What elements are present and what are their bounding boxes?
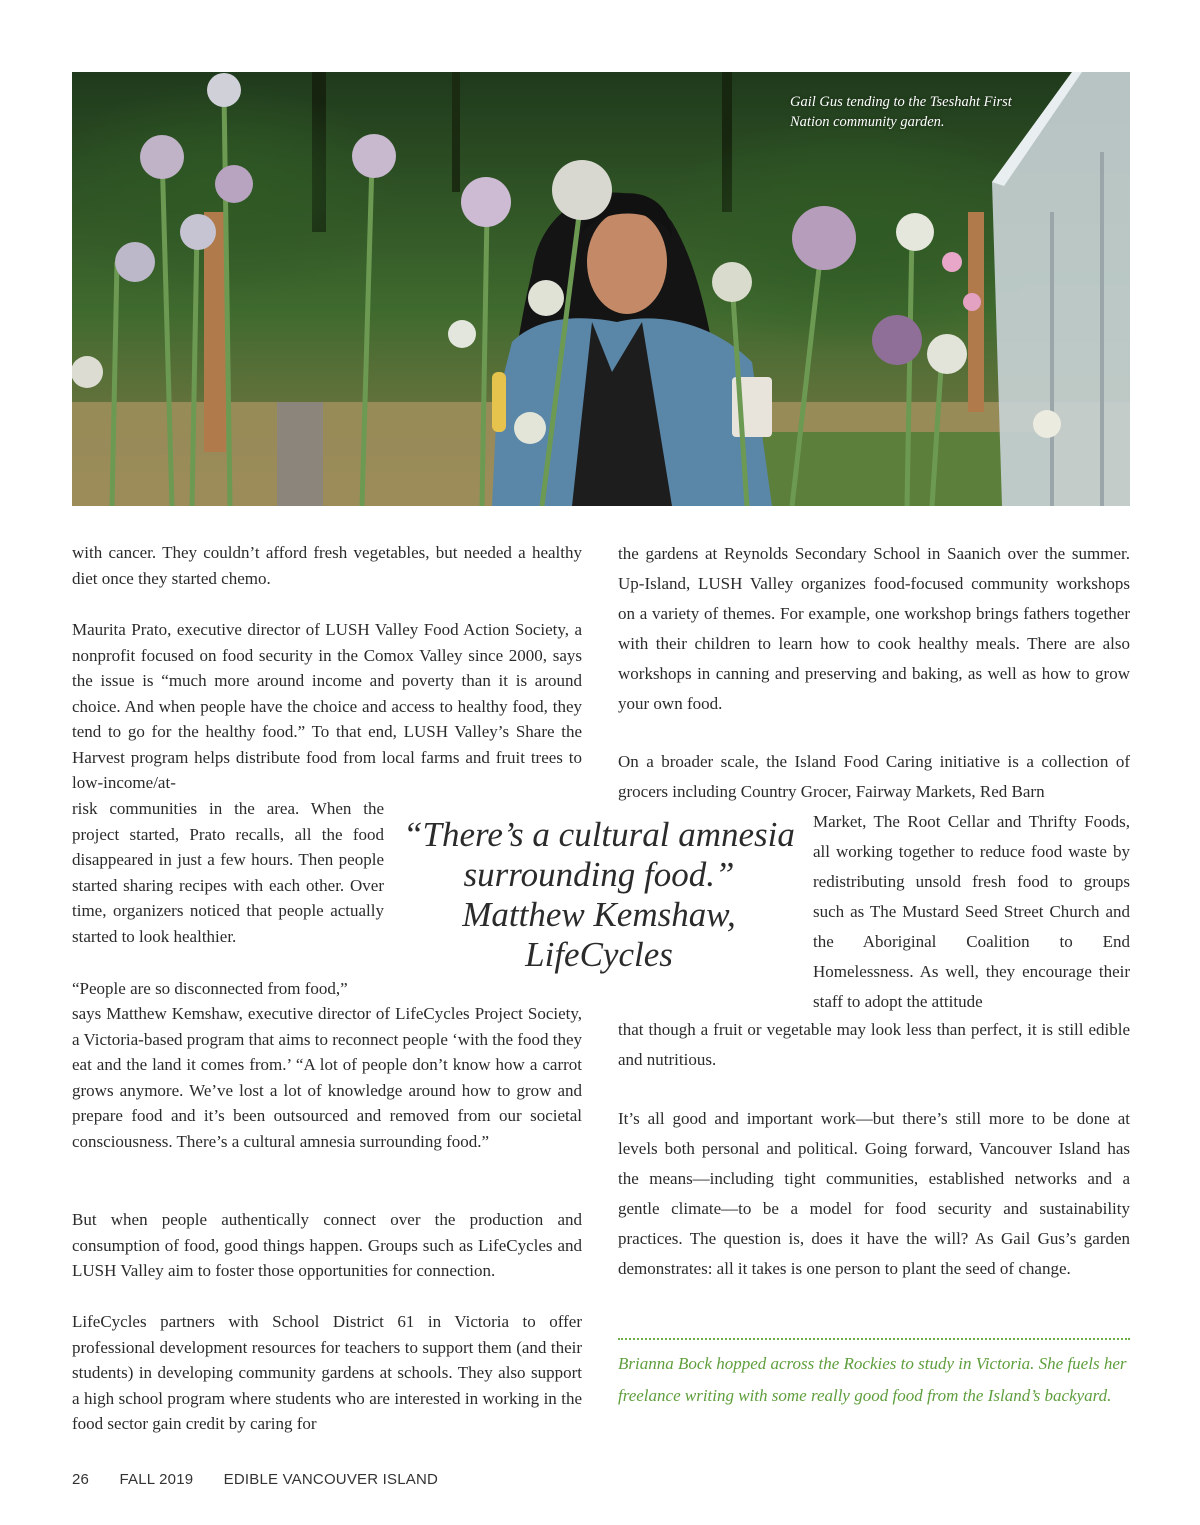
page-number: 26	[72, 1471, 90, 1488]
pull-quote-attribution-name: Matthew Kemshaw,	[462, 895, 736, 934]
right-paragraph-3: It’s all good and important work—but there’s still more to be done at levels both personal and political. Going forward, Vancouver Island has the means—including tight communities, established networks and a gentle climate—to be a model for food security and sustainability practices. The question is, does it have the will? As Gail Gus’s garden demonstrates: all it takes is one person to plant the seed of change.	[618, 1109, 1130, 1278]
pull-quote-text: “There’s a cultural amnesia surrounding food.”	[403, 815, 795, 894]
right-paragraph-2: On a broader scale, the Island Food Caring initiative is a collection of grocers including Country Grocer, Fairway Markets, Red Barn	[618, 752, 1130, 801]
left-paragraph-4: But when people authentically connect over the production and consumption of food, good things happen. Groups such as LifeCycles and LUSH Valley aim to foster those opportunities for connection.	[72, 1210, 582, 1280]
pull-quote	[398, 815, 800, 975]
left-paragraph-2: Maurita Prato, executive director of LUSH Valley Food Action Society, a nonprofit focused on food security in the Comox Valley since 2000, says the issue is “much more around income and poverty than it is around choice. And when people have the choice and access to healthy food, they tend to go for the healthy food.” To that end, LUSH Valley’s Share the Harvest program helps distribute food from local farms and fruit trees to low-income/at-	[72, 620, 582, 792]
left-paragraph-3: says Matthew Kemshaw, executive director of LifeCycles Project Society, a Victoria-based program that aims to reconnect people ‘with the food they eat and the land it comes from.’ “A lot of people don’t know how a carrot grows anymore. We’ve lost a lot of knowledge around how to grow and prepare food and it’s been outsourced and removed from our societal consciousness. There’s a cultural amnesia surrounding food.”	[72, 1004, 582, 1151]
publication-name: EDIBLE VANCOUVER ISLAND	[223, 1471, 439, 1488]
right-paragraph-2-end: that though a fruit or vegetable may look less than perfect, it is still edible and nutritious.	[618, 1020, 1130, 1069]
photo-caption: Gail Gus tending to the Tseshaht First Nation community garden.	[790, 94, 1012, 130]
author-bio: Brianna Bock hopped across the Rockies to study in Victoria. She fuels her freelance writing with some really good food from the Island’s backyard.	[618, 1354, 1127, 1405]
left-paragraph-2-continued: risk communities in the area. When the project started, Prato recalls, all the food disappeared in just a few hours. Then people started sharing recipes with each other. Over time, organizers noticed that people actually started to look healthier.	[72, 799, 384, 946]
right-paragraph-2-narrow: Market, The Root Cellar and Thrifty Foods, all working together to reduce food waste by redistributing unsold fresh food to groups such as The Mustard Seed Street Church and the Aboriginal Coalition to End Homelessness. As well, they encourage their staff to adopt the attitude	[813, 812, 1130, 1011]
page-footer	[72, 1471, 464, 1488]
garden-photo-illustration	[72, 72, 1130, 506]
left-paragraph-5: LifeCycles partners with School District 61 in Victoria to offer professional development resources for teachers to support them (and their students) in developing community gardens at schools. They also support a high school program where students who are interested in working in the food sector gain credit by caring for	[72, 1312, 582, 1433]
issue-label: FALL 2019	[119, 1471, 194, 1488]
left-paragraph-3-lead: “People are so disconnected from food,”	[72, 979, 348, 998]
left-paragraph-1: with cancer. They couldn’t afford fresh vegetables, but needed a healthy diet once they started chemo.	[72, 543, 582, 588]
bio-divider	[618, 1338, 1130, 1340]
right-paragraph-1: the gardens at Reynolds Secondary School in Saanich over the summer. Up-Island, LUSH Valley organizes food-focused community workshops on a variety of themes. For example, one workshop brings fathers together with their children to learn how to cook healthy meals. There are also workshops in canning and preserving and baking, as well as how to grow your own food.	[618, 544, 1130, 713]
pull-quote-attribution-org: LifeCycles	[525, 935, 673, 974]
hero-photo	[72, 72, 1130, 506]
